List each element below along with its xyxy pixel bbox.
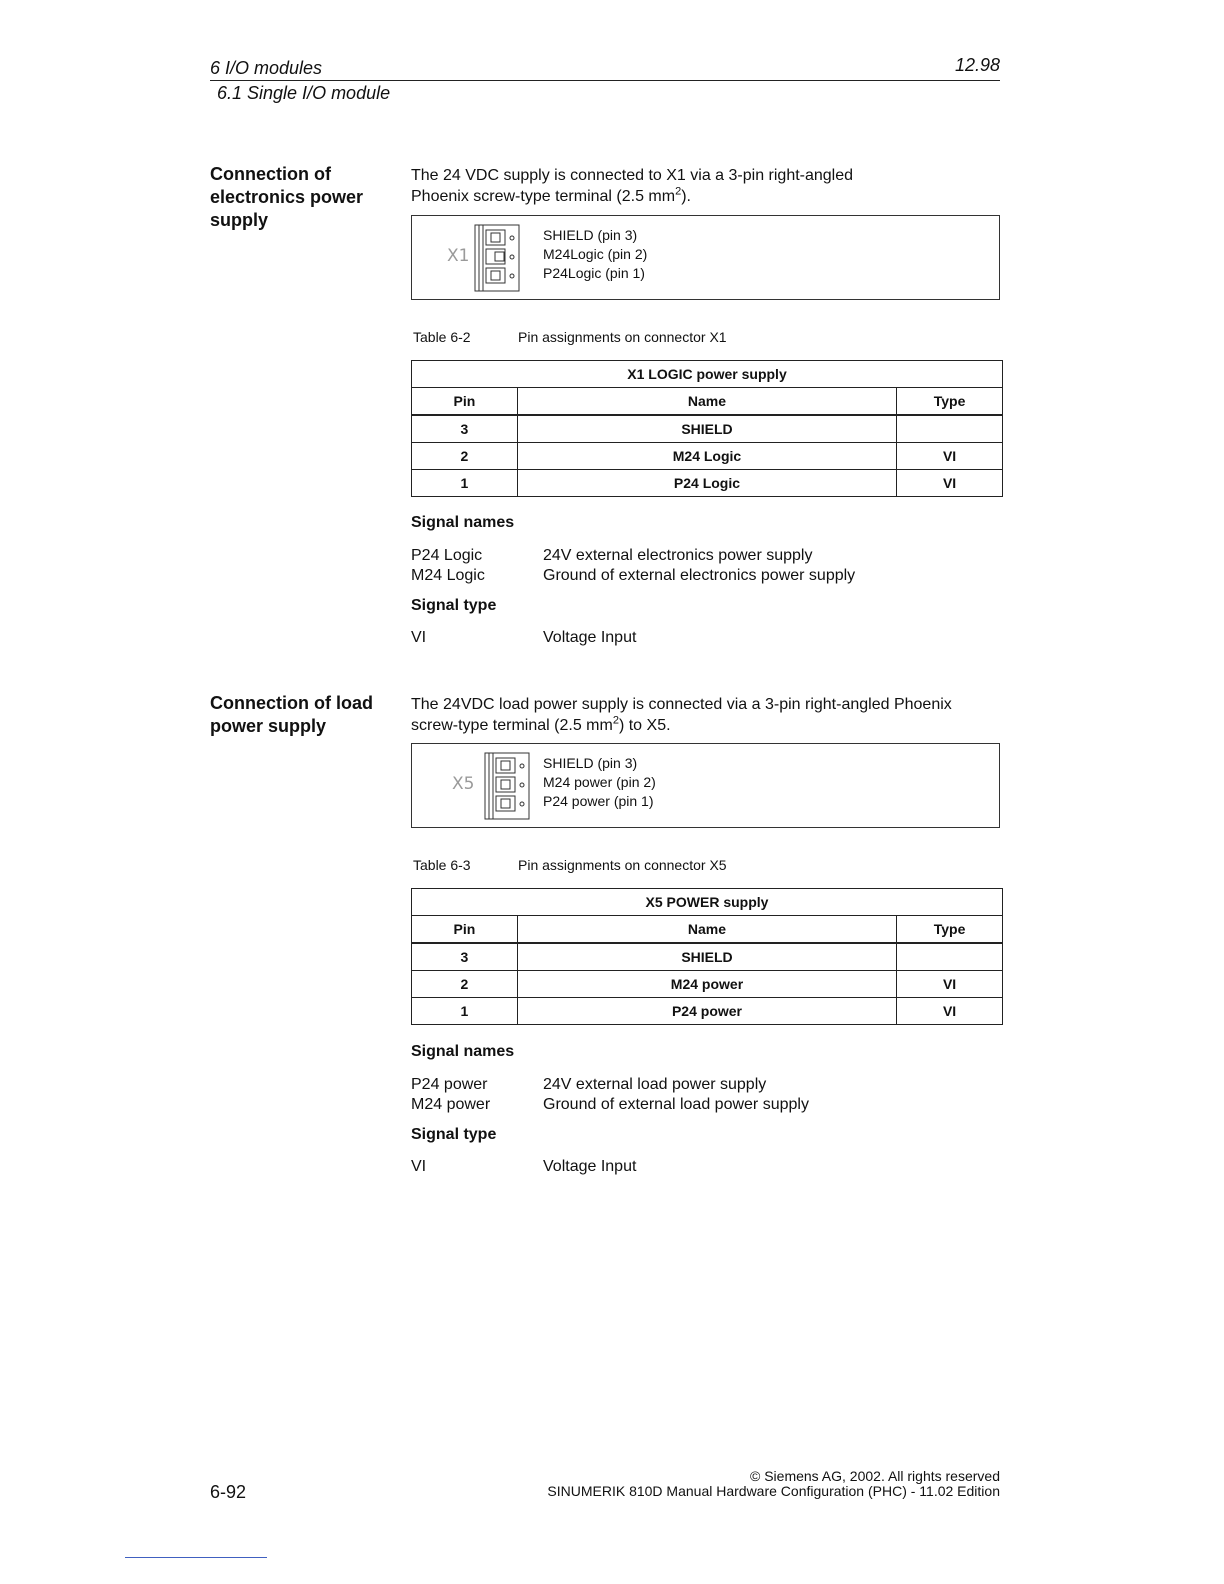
intro-electronics [411,165,1011,207]
superscript: 2 [675,185,682,198]
signal-desc: Ground of external electronics power supply [543,567,856,584]
signal-key: P24 Logic [411,547,483,564]
table-cell: 3 [412,415,518,443]
chapter-title: 6 I/O modules [210,58,323,78]
signal-type-row [411,1157,636,1177]
table-cell: 2 [412,971,518,998]
copyright: © Siemens AG, 2002. All rights reserved [750,1468,1000,1484]
column-header: Pin [412,916,518,944]
signal-desc: Voltage Input [543,1158,637,1175]
footer-link-rule [125,1557,267,1558]
page-number: 6-92 [210,1482,247,1502]
signal-type-heading: Signal type [411,1126,497,1143]
intro-line [411,186,1011,207]
table-cell: 1 [412,470,518,497]
pin-table-x5 [411,888,1003,1025]
table-title: X1 LOGIC power supply [412,361,1003,388]
pin-table-x1 [411,360,1003,497]
document-date: 12.98 [954,55,1000,75]
pin-label: SHIELD (pin 3) [543,755,638,771]
column-header: Name [517,916,896,944]
column-header: Pin [412,388,518,416]
pin-label: P24 power (pin 1) [543,793,654,809]
signal-type-row [411,628,636,648]
pin-label: M24 power (pin 2) [543,774,656,790]
table-row [412,998,1003,1025]
table-title-row [412,361,1003,388]
signal-key: VI [411,629,427,646]
signal-names-heading: Signal names [411,1043,515,1060]
intro-text: ) to X5. [618,717,671,734]
column-header: Name [517,388,896,416]
table-cell [897,415,1003,443]
table-row [412,470,1003,497]
table-title: X5 POWER supply [412,889,1003,916]
edition: SINUMERIK 810D Manual Hardware Configuration (PHC) - 11.02 Edition [547,1483,1000,1499]
section-title: 6.1 Single I/O module [217,83,391,103]
table-cell: SHIELD [517,943,896,971]
connector-label: X5 [452,774,475,794]
signal-name-row [411,546,812,566]
signal-names-heading: Signal names [411,514,515,531]
table-cell: 2 [412,443,518,470]
column-header: Type [897,916,1003,944]
signal-desc: Voltage Input [543,629,637,646]
table-number: Table 6-3 [413,857,471,873]
table-row [412,943,1003,971]
column-header: Type [897,388,1003,416]
table-number: Table 6-2 [413,329,471,345]
table-cell: VI [897,470,1003,497]
table-caption-text: Pin assignments on connector X1 [518,329,727,345]
table-cell: M24 power [517,971,896,998]
table-cell: VI [897,998,1003,1025]
signal-type-heading: Signal type [411,597,497,614]
signal-key: P24 power [411,1076,488,1093]
signal-key: M24 power [411,1096,491,1113]
signal-key: M24 Logic [411,567,485,584]
table-cell: VI [897,443,1003,470]
intro-text: Phoenix screw-type terminal (2.5 mm [411,188,676,205]
table-header-row [412,916,1003,944]
signal-desc: Ground of external load power supply [543,1096,809,1113]
signal-name-row [411,566,855,586]
table-cell: P24 Logic [517,470,896,497]
table-row [412,415,1003,443]
signal-key: VI [411,1158,427,1175]
signal-desc: 24V external electronics power supply [543,547,813,564]
footer-info [547,1469,1000,1499]
signal-desc: 24V external load power supply [543,1076,767,1093]
signal-name-row [411,1075,766,1095]
table-caption [413,857,727,873]
intro-line [411,715,1011,736]
pin-label: M24Logic (pin 2) [543,246,648,262]
table-cell: SHIELD [517,415,896,443]
header-rule [210,80,1000,81]
table-cell: 1 [412,998,518,1025]
table-header-row [412,388,1003,416]
superscript: 2 [612,714,619,727]
pin-label: P24Logic (pin 1) [543,265,645,281]
table-row [412,443,1003,470]
intro-text: screw-type terminal (2.5 mm [411,717,613,734]
intro-line: The 24VDC load power supply is connected via a 3-pin right-angled Phoenix [411,696,952,713]
table-cell: VI [897,971,1003,998]
connector-x1-diagram [411,215,1000,300]
terminal-block-icon [472,221,537,295]
heading-load-power-supply: Connection of load power supply [210,693,373,736]
table-caption [413,329,727,345]
signal-name-row [411,1095,809,1115]
table-cell: P24 power [517,998,896,1025]
table-cell: 3 [412,943,518,971]
intro-load [411,694,1011,736]
terminal-block-icon [482,749,542,823]
pin-label: SHIELD (pin 3) [543,227,638,243]
table-row [412,971,1003,998]
pin-labels [543,754,656,811]
heading-electronics-power-supply: Connection of electronics power supply [210,164,364,230]
table-cell: M24 Logic [517,443,896,470]
intro-text: ). [681,188,691,205]
table-caption-text: Pin assignments on connector X5 [518,857,727,873]
connector-label: X1 [447,246,470,266]
pin-labels [543,226,647,283]
intro-line: The 24 VDC supply is connected to X1 via a 3-pin right-angled [411,167,854,184]
table-cell [897,943,1003,971]
connector-x5-diagram [411,743,1000,828]
table-title-row [412,889,1003,916]
